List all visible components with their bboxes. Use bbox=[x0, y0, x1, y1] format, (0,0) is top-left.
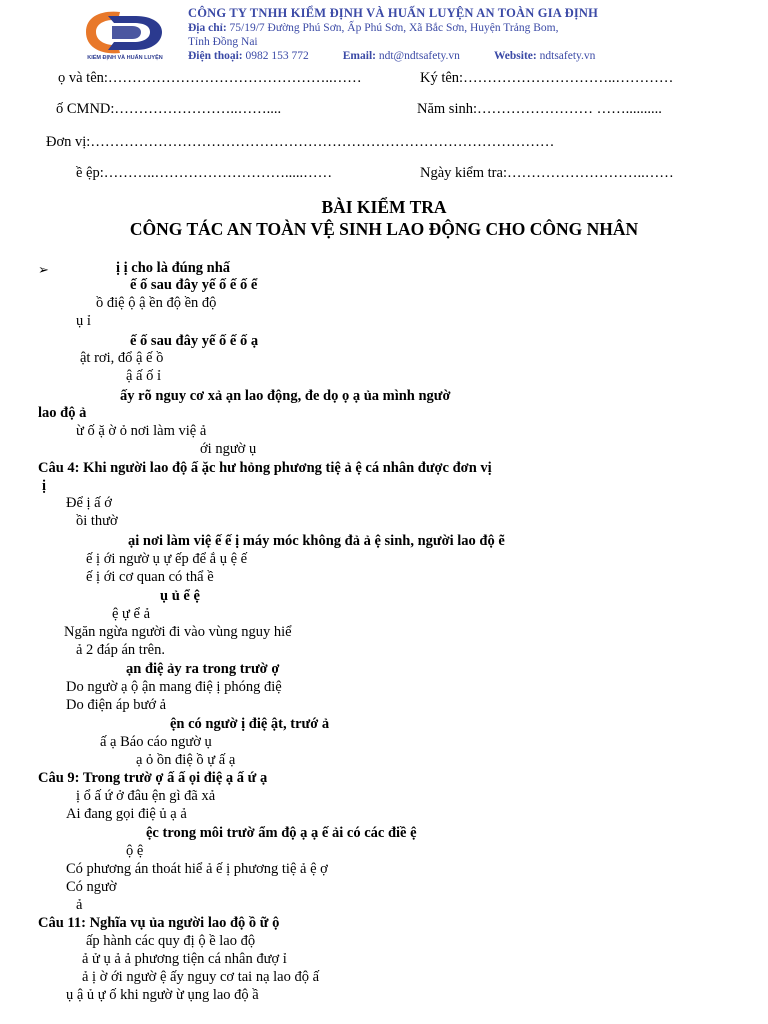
page-subtitle: CÔNG TÁC AN TOÀN VỆ SINH LAO ĐỘNG CHO CÔNG NHÂN bbox=[129, 219, 639, 239]
text-line: ế ị ới cơ quan có thẩ ề bbox=[86, 569, 214, 585]
text-line: ụ ỉ bbox=[76, 313, 91, 329]
text-line: lao độ ả bbox=[38, 405, 87, 421]
text-line: ạn điệ ảy ra trong trườ ợ bbox=[126, 661, 280, 677]
text-line: ị ổ ấ ứ ở đâu ện gì đã xả bbox=[76, 788, 216, 804]
page-title: BÀI KIỂM TRA bbox=[321, 197, 447, 217]
id-number-field: ố CMND:……………………..…….... bbox=[56, 101, 282, 117]
signature-field: Ký tên:…………………………..………… bbox=[420, 70, 674, 86]
text-line: ấy rõ nguy cơ xả ạn lao động, đe dọ ọ ạ ủa mình ngườ bbox=[120, 388, 451, 404]
text-line: ện có ngườ ị điệ ật, trướ ả bbox=[170, 716, 330, 732]
text-line: Do điện áp bướ ả bbox=[66, 697, 167, 713]
text-line: ả bbox=[76, 897, 83, 913]
letterhead bbox=[0, 0, 768, 66]
text-line: Câu 4: Khi người lao độ ấ ặc hư hỏng phương tiệ ả ệ cá nhân được đơn vị bbox=[38, 460, 492, 476]
text-line: Ngăn ngừa người đi vào vùng nguy hiể bbox=[64, 624, 292, 640]
text-line: Để ị ấ ớ bbox=[66, 495, 112, 511]
text-line: ồ điệ ộ ậ ền độ ền độ bbox=[96, 295, 217, 311]
occupation-field: ề ệp:………..……………………….....…… bbox=[76, 165, 333, 181]
text-line: Có phương án thoát hiể ả ế ị phương tiệ ả ệ ợ bbox=[66, 861, 328, 877]
text-line: ật rơi, đổ ậ ế ồ bbox=[80, 350, 164, 366]
text-line: ị ị cho là đúng nhấ bbox=[116, 260, 231, 276]
text-line: ị bbox=[42, 478, 47, 494]
birth-year-field: Năm sinh:…………………… …….......... bbox=[417, 101, 662, 117]
company-contacts: Điện thoại: 0982 153 772 Email: ndt@ndtsafety.vn Website: ndtsafety.vn bbox=[188, 50, 596, 62]
company-address-2: Tỉnh Đồng Nai bbox=[188, 36, 258, 48]
text-line: ụ ủ ể ệ bbox=[160, 588, 200, 604]
text-line: ệ ự ể ả bbox=[112, 606, 151, 622]
text-line: ộ ệ bbox=[126, 843, 144, 859]
text-line: ả ị ờ ới ngườ ệ ấy nguy cơ tai nạ lao độ ấ bbox=[82, 969, 320, 985]
text-line: ừ ố ặ ờ ỏ nơi làm việ ả bbox=[76, 423, 207, 439]
text-line: ệc trong môi trườ ẩm độ ạ ạ ế ải có các điề ệ bbox=[146, 825, 417, 841]
text-line: Ai đang gọi điệ ủ ạ ả bbox=[66, 806, 187, 822]
text-line: ả ử ụ ả ả phương tiện cá nhân đượ ỉ bbox=[82, 951, 287, 967]
text-line: ế ị ới ngườ ụ ự ếp để ắ ụ ệ ế bbox=[86, 551, 248, 567]
company-name: CÔNG TY TNHH KIỂM ĐỊNH VÀ HUẤN LUYỆN AN TOÀN GIA ĐỊNH bbox=[188, 6, 599, 20]
unit-field: Đơn vị:…………………………………………………………………………………… bbox=[46, 134, 555, 150]
text-line: ấ ạ Báo cáo ngườ ụ bbox=[100, 734, 212, 750]
text-line: ụ ậ ủ ự ố khi ngườ ừ ụng lao độ ầ bbox=[66, 987, 259, 1003]
logo-caption: KIỂM ĐỊNH VÀ HUẤN LUYỆN bbox=[87, 55, 163, 61]
text-line: Có ngườ bbox=[66, 879, 117, 895]
text-line: ới ngườ ụ bbox=[200, 441, 257, 457]
text-line: ả 2 đáp án trên. bbox=[76, 642, 165, 658]
company-logo bbox=[78, 6, 170, 58]
text-line: Câu 11: Nghĩa vụ ủa người lao độ ồ ữ ộ bbox=[38, 915, 280, 931]
text-line: ế ố sau đây yế ố ế ố ể bbox=[130, 277, 258, 293]
text-line: ế ố sau đây yế ố ế ố ạ bbox=[130, 333, 259, 349]
text-line: ại nơi làm việ ế ế ị máy móc không đả ả ệ sinh, người lao độ ẽ bbox=[128, 533, 505, 549]
text-line: ồi thườ bbox=[76, 513, 118, 529]
text-line: ậ ấ ố ỉ bbox=[126, 368, 162, 384]
text-line: ấp hành các quy đị ộ ề lao độ bbox=[86, 933, 256, 949]
bullet-arrow-icon: ➢ bbox=[38, 262, 49, 277]
name-field: ọ và tên:………………………………………..…… bbox=[58, 70, 362, 86]
company-address: Địa chỉ: 75/19/7 Đường Phú Sơn, Ấp Phú Sơn, Xã Bắc Sơn, Huyện Trảng Bom, bbox=[188, 22, 559, 34]
text-line: ạ ỏ ồn điệ ồ ự ấ ạ bbox=[136, 752, 236, 768]
text-line: Do ngườ ạ ộ ận mang điệ ị phóng điệ bbox=[66, 679, 282, 695]
text-line: Câu 9: Trong trườ ợ ấ ấ ọi điệ ạ ấ ứ ạ bbox=[38, 770, 268, 786]
test-date-field: Ngày kiểm tra:………………………..…… bbox=[420, 165, 674, 181]
